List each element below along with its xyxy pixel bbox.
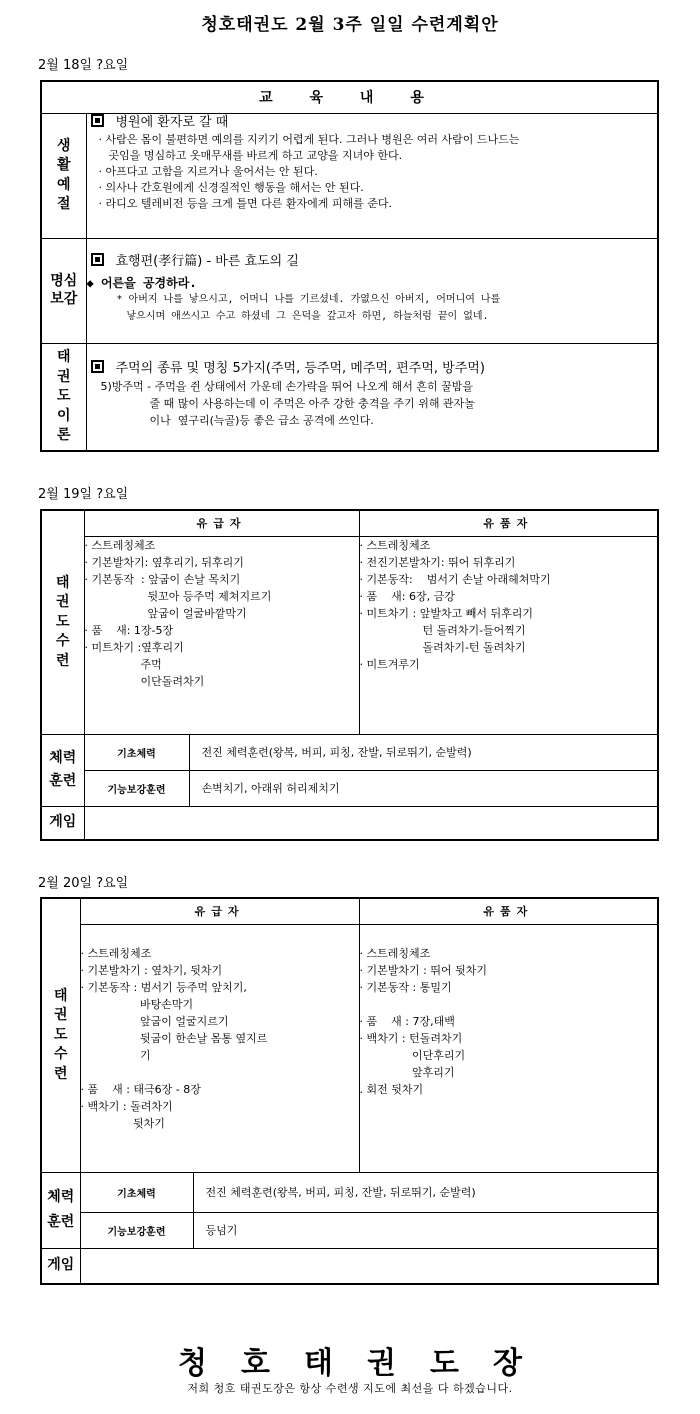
- myeongsim-subheading: ◆ 어른을 공경하라.: [86, 275, 197, 290]
- day2-date: 2월 19일 ?요일: [38, 487, 129, 502]
- theory-line: 이나 옆구리(늑골)등 좋은 급소 공격에 쓰인다.: [100, 413, 374, 427]
- day3-training-table: [40, 897, 659, 1285]
- column-header-dan: 유품자: [359, 898, 658, 924]
- life-line: · 사람은 몸이 불편하면 예의를 지키기 어렵게 된다. 그러나 병원은 여러 사람이 드나드는: [98, 132, 520, 146]
- page-title: 청호태권도 2월 3주 일일 수련계획안: [201, 15, 499, 35]
- theory-line: 줄 때 많이 사용하는데 이 주먹은 아주 강한 충격을 주기 위해 관자놀: [100, 396, 475, 410]
- taekwondo-theory-content: [86, 343, 658, 451]
- myeongsim-bogam-label: 명심 보감: [41, 238, 86, 343]
- basic-fitness-label: 기초체력: [84, 734, 189, 770]
- square-bullet-icon: [91, 253, 104, 266]
- life-line: · 의사나 간호원에게 신경질적인 행동을 해서는 안 된다.: [98, 180, 364, 194]
- square-bullet-icon: [91, 360, 104, 373]
- life-line: · 라디오 텔레비전 등을 크게 틀면 다른 환자에게 피해를 준다.: [98, 196, 392, 210]
- life-etiquette-heading: 병원에 환자로 갈 때: [87, 114, 658, 132]
- training-side-label: 태 권 도 수 련: [41, 510, 84, 734]
- myeongsim-bogam-content: [86, 238, 658, 343]
- day1-date: 2월 18일 ?요일: [38, 58, 129, 73]
- dan-training-list: · 스트레칭체조 · 전진기본발차기: 뛰어 뒤후리기 · 기본동작: 범서기 손날 아래헤쳐막기 · 품 새: 6장, 금강 · 미트차기 : 앞발차고 빼서 뒤후리기 턴 돌려차기-들어찍기 돌려차기-턴 돌려차기 · 미트겨루기: [359, 536, 658, 734]
- myeongsim-heading: 효행편(孝行篇) - 바른 효도의 길: [87, 253, 658, 271]
- life-etiquette-label: 생 활 예 절: [41, 113, 86, 238]
- dan-training-list: · 스트레칭체조 · 기본발차기 : 뛰어 뒷차기 · 기본동작 : 통밀기 · 품 새 : 7장,태백 · 백차기 : 턴돌려차기 이단후리기 앞후리기 . 회전 뒷차기: [359, 924, 658, 1172]
- basic-fitness-text: 전진 체력훈련(왕복, 버피, 피칭, 잔발, 뒤로뛰기, 순발력): [189, 734, 658, 770]
- myeongsim-verse: 낳으시며 애쓰시고 수고 하셨네 그 은덕을 갚고자 하면, 하늘처럼 끝이 없네.: [126, 310, 489, 322]
- kyu-training-list: · 스트레칭체조 · 기본발차기 : 옆차기, 뒷차기 · 기본동작 : 범서기 등주먹 앞치기, 바탕손막기 앞굽이 얼굴지르기 뒷굽이 한손날 몸통 옆지르 기 · 품 새 : 태극6장 - 8장 · 백차기 : 돌려차기 뒷차기: [80, 924, 359, 1172]
- column-header-kyu: 유급자: [84, 510, 359, 536]
- square-bullet-icon: [91, 114, 104, 127]
- day2-training-table: [40, 509, 659, 841]
- supplementary-training-text: 손벽치기, 아래위 허리제치기: [189, 770, 658, 806]
- game-text: [80, 1248, 658, 1284]
- day1-education-table: [40, 80, 659, 452]
- basic-fitness-text: 전진 체력훈련(왕복, 버피, 피칭, 잔발, 뒤로뛰기, 순발력): [193, 1172, 658, 1212]
- life-etiquette-content: [86, 113, 658, 238]
- day3-date: 2월 20일 ?요일: [38, 876, 129, 891]
- myeongsim-verse: * 아버지 나를 낳으시고, 어머니 나를 기르셨네. 가엾으신 아버지, 어머니여 나를: [116, 293, 501, 305]
- training-side-label: 태 권 도 수 련: [41, 898, 80, 1172]
- supplementary-training-label: 기능보강훈련: [84, 770, 189, 806]
- basic-fitness-label: 기초체력: [80, 1172, 193, 1212]
- supplementary-training-label: 기능보강훈련: [80, 1212, 193, 1248]
- education-header: 교 육 내 용: [41, 81, 658, 113]
- dojang-slogan: 저희 청호 태권도장은 항상 수련생 지도에 최선을 다 하겠습니다.: [187, 1382, 513, 1395]
- dojang-name: 청호태권도장: [178, 1346, 556, 1381]
- kyu-training-list: · 스트레칭체조 · 기본발차기: 옆후리기, 뒤후리기 · 기본동작 : 앞굽이 손날 목치기 뒷꼬아 등주먹 제쳐지르기 앞굽이 얼굴바깥막기 · 품 새: 1장-5장 · 미트차기 :옆후리기 주먹 이단돌려차기: [84, 536, 359, 734]
- taekwondo-theory-label: 태 권 도 이 론: [41, 343, 86, 451]
- theory-line: 5)방주먹 - 주먹을 쥔 상태에서 가운데 손가락을 뛰어 나오게 해서 흔히 꿀밤을: [100, 379, 473, 393]
- game-label: 게임: [41, 806, 84, 840]
- column-header-kyu: 유급자: [80, 898, 359, 924]
- life-line: 곳임을 명심하고 옷매무새를 바르게 하고 교양을 지녀야 한다.: [108, 148, 403, 162]
- column-header-dan: 유품자: [359, 510, 658, 536]
- life-line: · 아프다고 고함을 지르거나 울어서는 안 된다.: [98, 164, 318, 178]
- theory-heading: 주먹의 종류 및 명칭 5가지(주먹, 등주먹, 메주먹, 편주먹, 방주먹): [87, 360, 658, 378]
- supplementary-training-text: 등넘기: [193, 1212, 658, 1248]
- game-text: [84, 806, 658, 840]
- game-label: 게임: [41, 1248, 80, 1284]
- fitness-training-label: 체력 훈련: [41, 1172, 80, 1248]
- fitness-training-label: 체력 훈련: [41, 734, 84, 806]
